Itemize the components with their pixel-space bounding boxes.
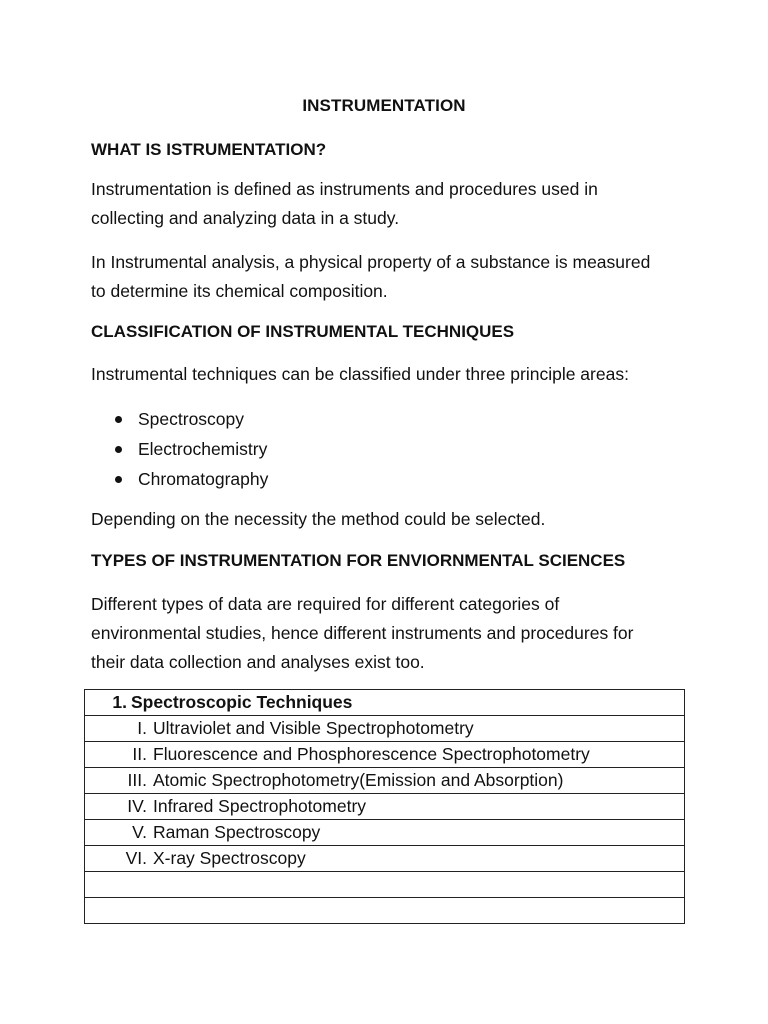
table-row — [85, 794, 685, 820]
paragraph-line: In Instrumental analysis, a physical property of a substance is measured — [91, 252, 651, 272]
paragraph-line: Instrumentation is defined as instruments and procedures used in — [91, 179, 598, 199]
row-label: Infrared Spectrophotometry — [153, 796, 367, 816]
table-row — [85, 742, 685, 768]
table-cell — [85, 846, 685, 872]
list-item-label: Spectroscopy — [138, 409, 245, 429]
section-heading-classification: CLASSIFICATION OF INSTRUMENTAL TECHNIQUES — [91, 322, 515, 341]
row-label: Spectroscopic Techniques — [131, 692, 353, 712]
table-cell — [85, 742, 685, 768]
table-cell — [85, 794, 685, 820]
row-numeral: IV. — [127, 796, 147, 816]
paragraph-types — [91, 590, 691, 677]
table-cell — [85, 768, 685, 794]
table-row-empty — [85, 872, 685, 898]
row-numeral: VI. — [125, 848, 147, 868]
row-numeral: II. — [132, 744, 147, 764]
paragraph-line: Different types of data are required for different categories of — [91, 594, 560, 614]
row-label: Ultraviolet and Visible Spectrophotometry — [153, 718, 474, 738]
paragraph-line: to determine its chemical composition. — [91, 281, 388, 301]
list-item — [112, 434, 268, 464]
table-row — [85, 716, 685, 742]
row-numeral: V. — [132, 822, 147, 842]
technique-bullet-list — [112, 404, 268, 494]
paragraph-instrumental-analysis — [91, 248, 691, 306]
spectroscopic-techniques-table — [84, 689, 685, 924]
row-numeral: I. — [137, 718, 147, 738]
table-cell — [85, 690, 685, 716]
table-row — [85, 820, 685, 846]
table-cell — [85, 716, 685, 742]
bullet-icon — [115, 446, 122, 453]
bullet-icon — [115, 416, 122, 423]
row-numeral: III. — [127, 770, 147, 790]
table-cell — [85, 872, 685, 898]
table-cell — [85, 898, 685, 924]
row-number: 1. — [112, 692, 127, 712]
section-heading-types: TYPES OF INSTRUMENTATION FOR ENVIORNMENTAL SCIENCES — [91, 551, 626, 570]
table-header-row — [85, 690, 685, 716]
bullet-icon — [115, 476, 122, 483]
row-label: Fluorescence and Phosphorescence Spectrophotometry — [153, 744, 590, 764]
table-cell — [85, 820, 685, 846]
paragraph-line: their data collection and analyses exist too. — [91, 652, 425, 672]
paragraph-classified: Instrumental techniques can be classified under three principle areas: — [91, 364, 629, 384]
table-row — [85, 846, 685, 872]
paragraph-selection: Depending on the necessity the method could be selected. — [91, 509, 546, 529]
list-item-label: Chromatography — [138, 469, 269, 489]
row-label: Raman Spectroscopy — [153, 822, 321, 842]
list-item — [112, 404, 268, 434]
table-row — [85, 768, 685, 794]
page-title: INSTRUMENTATION — [302, 96, 466, 115]
section-heading-what-is: WHAT IS ISTRUMENTATION? — [91, 140, 327, 159]
paragraph-line: environmental studies, hence different instruments and procedures for — [91, 623, 634, 643]
row-label: X-ray Spectroscopy — [153, 848, 306, 868]
paragraph-line: collecting and analyzing data in a study. — [91, 208, 400, 228]
paragraph-definition — [91, 175, 691, 233]
table-row-empty — [85, 898, 685, 924]
list-item — [112, 464, 268, 494]
list-item-label: Electrochemistry — [138, 439, 268, 459]
row-label: Atomic Spectrophotometry(Emission and Absorption) — [153, 770, 564, 790]
